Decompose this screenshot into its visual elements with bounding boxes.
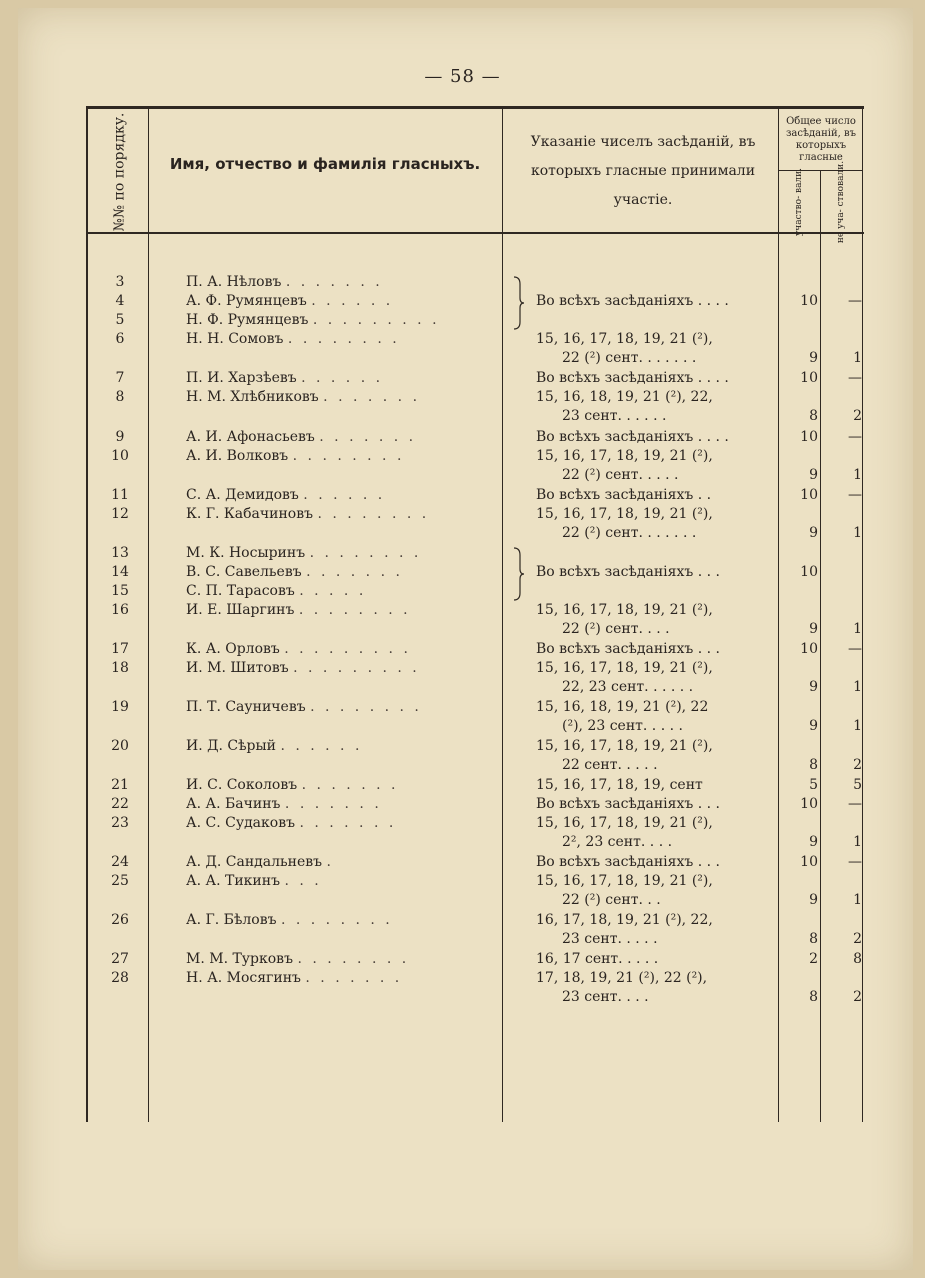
attended-count: 8 xyxy=(809,989,818,1005)
row-number: 3 xyxy=(115,274,125,290)
not-attended-count: 2 xyxy=(853,931,862,947)
dates-line: Во всѣхъ засѣданіяхъ . . . . xyxy=(536,370,729,386)
dates-line: Во всѣхъ засѣданіяхъ . . . xyxy=(536,854,720,870)
not-attended-count: 1 xyxy=(853,525,862,541)
row-number: 17 xyxy=(111,641,129,657)
row-name: Н. А. Мосягинъ . . . . . . . xyxy=(186,970,403,986)
dates-line: 15, 16, 17, 18, 19, 21 (²), xyxy=(536,815,713,831)
attended-count: 2 xyxy=(809,951,818,967)
dates-line: 15, 16, 18, 19, 21 (²), 22, xyxy=(536,389,713,405)
row-name: И. Е. Шаргинъ . . . . . . . . xyxy=(186,602,411,618)
attended-count: 10 xyxy=(800,429,818,445)
column-rule-name xyxy=(502,106,503,1122)
row-name: М. К. Носыринъ . . . . . . . . xyxy=(186,545,422,561)
not-attended-count: 1 xyxy=(853,350,862,366)
row-name: П. Т. Сауничевъ . . . . . . . . xyxy=(186,699,422,715)
column-rule-dates xyxy=(778,106,779,1122)
row-number: 23 xyxy=(111,815,129,831)
page-number: — 58 — xyxy=(424,66,501,87)
dates-line: 22, 23 сент. . . . . . xyxy=(562,679,694,695)
row-name: А. Д. Сандальневъ . xyxy=(186,854,334,870)
dates-line: Во всѣхъ засѣданіяхъ . . . xyxy=(536,641,720,657)
dates-line: 22 (²) сент. . . . . . . xyxy=(562,350,697,366)
dates-line: 23 сент. . . . . xyxy=(562,931,658,947)
dates-line: 22 (²) сент. . . . . xyxy=(562,467,679,483)
row-number: 22 xyxy=(111,796,129,812)
row-number: 28 xyxy=(111,970,129,986)
brace-icon xyxy=(512,276,526,330)
row-name: Н. Ф. Румянцевъ . . . . . . . . . xyxy=(186,312,440,328)
attended-count: 10 xyxy=(800,641,818,657)
total-header-rule xyxy=(778,170,863,171)
table-top-rule xyxy=(86,106,864,109)
row-number: 8 xyxy=(115,389,125,405)
row-name: П. А. Нѣловъ . . . . . . . xyxy=(186,274,383,290)
dates-line: 15, 16, 17, 18, 19, 21 (²), xyxy=(536,331,713,347)
row-name: К. А. Орловъ . . . . . . . . . xyxy=(186,641,411,657)
row-number: 26 xyxy=(111,912,129,928)
not-attended-count: — xyxy=(848,854,862,870)
attended-count: 9 xyxy=(809,350,818,366)
attended-count: 10 xyxy=(800,796,818,812)
row-number: 15 xyxy=(111,583,129,599)
dates-line: 15, 16, 17, 18, 19, 21 (²), xyxy=(536,506,713,522)
dates-line: Во всѣхъ засѣданіяхъ . . . xyxy=(536,796,720,812)
row-number: 13 xyxy=(111,545,129,561)
attended-count: 9 xyxy=(809,525,818,541)
row-name: С. А. Демидовъ . . . . . . xyxy=(186,487,386,503)
dates-line: 22 сент. . . . . xyxy=(562,757,658,773)
dates-line: 15, 16, 17, 18, 19, 21 (²), xyxy=(536,873,713,889)
row-name: В. С. Савельевъ . . . . . . . xyxy=(186,564,403,580)
row-name: А. С. Судаковъ . . . . . . . xyxy=(186,815,397,831)
dates-line: (²), 23 сент. . . . . xyxy=(562,718,683,734)
row-number: 20 xyxy=(111,738,129,754)
row-number: 11 xyxy=(111,487,129,503)
dates-line: Во всѣхъ засѣданіяхъ . . . . xyxy=(536,293,729,309)
dates-line: 2², 23 сент. . . . xyxy=(562,834,673,850)
row-number: 7 xyxy=(115,370,125,386)
dates-line: 23 сент. . . . . . xyxy=(562,408,667,424)
attended-count: 9 xyxy=(809,679,818,695)
attended-count: 9 xyxy=(809,718,818,734)
column-rule-subtotal xyxy=(820,170,821,1122)
not-attended-count: 1 xyxy=(853,718,862,734)
attended-count: 10 xyxy=(800,293,818,309)
row-name: М. М. Турковъ . . . . . . . . xyxy=(186,951,410,967)
dates-line: 15, 16, 17, 18, 19, 21 (²), xyxy=(536,660,713,676)
dates-line: 23 сент. . . . xyxy=(562,989,649,1005)
row-name: С. П. Тарасовъ . . . . . xyxy=(186,583,367,599)
row-number: 25 xyxy=(111,873,129,889)
attended-count: 9 xyxy=(809,834,818,850)
attended-count: 9 xyxy=(809,467,818,483)
not-attended-count: 1 xyxy=(853,834,862,850)
row-name: Н. М. Хлѣбниковъ . . . . . . . xyxy=(186,389,421,405)
header-dates-line-2: которыхъ гласные принимали xyxy=(530,163,756,179)
row-number: 21 xyxy=(111,777,129,793)
dates-line: 15, 16, 17, 18, 19, 21 (²), xyxy=(536,738,713,754)
attended-count: 8 xyxy=(809,757,818,773)
dates-line: 22 (²) сент. . . . xyxy=(562,621,670,637)
not-attended-count: 2 xyxy=(853,757,862,773)
header-dates-line-3: участіе. xyxy=(613,192,673,208)
not-attended-count: — xyxy=(848,370,862,386)
dates-line: 15, 16, 17, 18, 19, 21 (²), xyxy=(536,602,713,618)
row-name: П. И. Харзѣевъ . . . . . . xyxy=(186,370,384,386)
dates-line: 15, 16, 17, 18, 19, сент xyxy=(536,777,703,793)
header-dates-line-1: Указаніе чиселъ засѣданій, въ xyxy=(530,134,756,150)
row-name: К. Г. Кабачиновъ . . . . . . . . xyxy=(186,506,430,522)
row-number: 12 xyxy=(111,506,129,522)
row-name: А. Ф. Румянцевъ . . . . . . xyxy=(186,293,394,309)
not-attended-count: — xyxy=(848,429,862,445)
row-name: И. М. Шитовъ . . . . . . . . . xyxy=(186,660,420,676)
row-name: А. Г. Бѣловъ . . . . . . . . xyxy=(186,912,393,928)
dates-line: 16, 17 сент. . . . . xyxy=(536,951,659,967)
not-attended-count: — xyxy=(848,796,862,812)
attended-count: 8 xyxy=(809,931,818,947)
attended-count: 8 xyxy=(809,408,818,424)
dates-line: Во всѣхъ засѣданіяхъ . . . . xyxy=(536,429,729,445)
row-number: 19 xyxy=(111,699,129,715)
row-number: 14 xyxy=(111,564,129,580)
row-number: 24 xyxy=(111,854,129,870)
row-number: 10 xyxy=(111,448,129,464)
dates-line: 15, 16, 17, 18, 19, 21 (²), xyxy=(536,448,713,464)
row-number: 16 xyxy=(111,602,129,618)
row-name: Н. Н. Сомовъ . . . . . . . . xyxy=(186,331,400,347)
dates-line: 17, 18, 19, 21 (²), 22 (²), xyxy=(536,970,708,986)
not-attended-count: 1 xyxy=(853,679,862,695)
not-attended-count: 1 xyxy=(853,892,862,908)
header-attended: участво- вали. xyxy=(794,167,804,237)
row-name: А. И. Волковъ . . . . . . . . xyxy=(186,448,405,464)
dates-line: Во всѣхъ засѣданіяхъ . . xyxy=(536,487,712,503)
attended-count: 10 xyxy=(800,487,818,503)
row-name: А. А. Бачинъ . . . . . . . xyxy=(186,796,382,812)
attended-count: 10 xyxy=(800,854,818,870)
attended-count: 9 xyxy=(809,892,818,908)
column-rule-number xyxy=(148,106,149,1122)
not-attended-count: — xyxy=(848,641,862,657)
row-name: А. А. Тикинъ . . . xyxy=(186,873,322,889)
header-not-attended: не уча- ствовали. xyxy=(836,160,846,244)
dates-line: 22 (²) сент. . . xyxy=(562,892,661,908)
attended-count: 10 xyxy=(800,370,818,386)
row-name: И. Д. Сѣрый . . . . . . xyxy=(186,738,363,754)
row-number: 27 xyxy=(111,951,129,967)
table-left-rule xyxy=(86,106,88,1122)
dates-line: 16, 17, 18, 19, 21 (²), 22, xyxy=(536,912,713,928)
dates-line: Во всѣхъ засѣданіяхъ . . . xyxy=(536,564,720,580)
header-total: Общее число засѣданій, въ которыхъ гласные xyxy=(785,116,857,163)
not-attended-count: — xyxy=(848,487,862,503)
brace-icon xyxy=(512,547,526,601)
dates-line: 22 (²) сент. . . . . . . xyxy=(562,525,697,541)
row-name: И. С. Соколовъ . . . . . . . xyxy=(186,777,399,793)
not-attended-count: 1 xyxy=(853,621,862,637)
header-number: №№ по порядку. xyxy=(111,112,127,232)
not-attended-count: 8 xyxy=(853,951,862,967)
row-number: 4 xyxy=(115,293,125,309)
not-attended-count: 2 xyxy=(853,989,862,1005)
header-name: Имя, отчество и фамилія гласныхъ. xyxy=(169,155,481,173)
row-number: 6 xyxy=(115,331,125,347)
not-attended-count: — xyxy=(848,293,862,309)
attended-count: 5 xyxy=(809,777,818,793)
attended-count: 9 xyxy=(809,621,818,637)
header-bottom-rule xyxy=(86,232,864,234)
dates-line: 15, 16, 18, 19, 21 (²), 22 xyxy=(536,699,709,715)
not-attended-count: 1 xyxy=(853,467,862,483)
header-dates xyxy=(508,128,778,215)
row-number: 18 xyxy=(111,660,129,676)
not-attended-count: 5 xyxy=(853,777,862,793)
not-attended-count: 2 xyxy=(853,408,862,424)
row-number: 5 xyxy=(115,312,125,328)
attended-count: 10 xyxy=(800,564,818,580)
row-name: А. И. Афонасьевъ . . . . . . . xyxy=(186,429,417,445)
row-number: 9 xyxy=(115,429,125,445)
table-right-rule xyxy=(862,106,863,1122)
